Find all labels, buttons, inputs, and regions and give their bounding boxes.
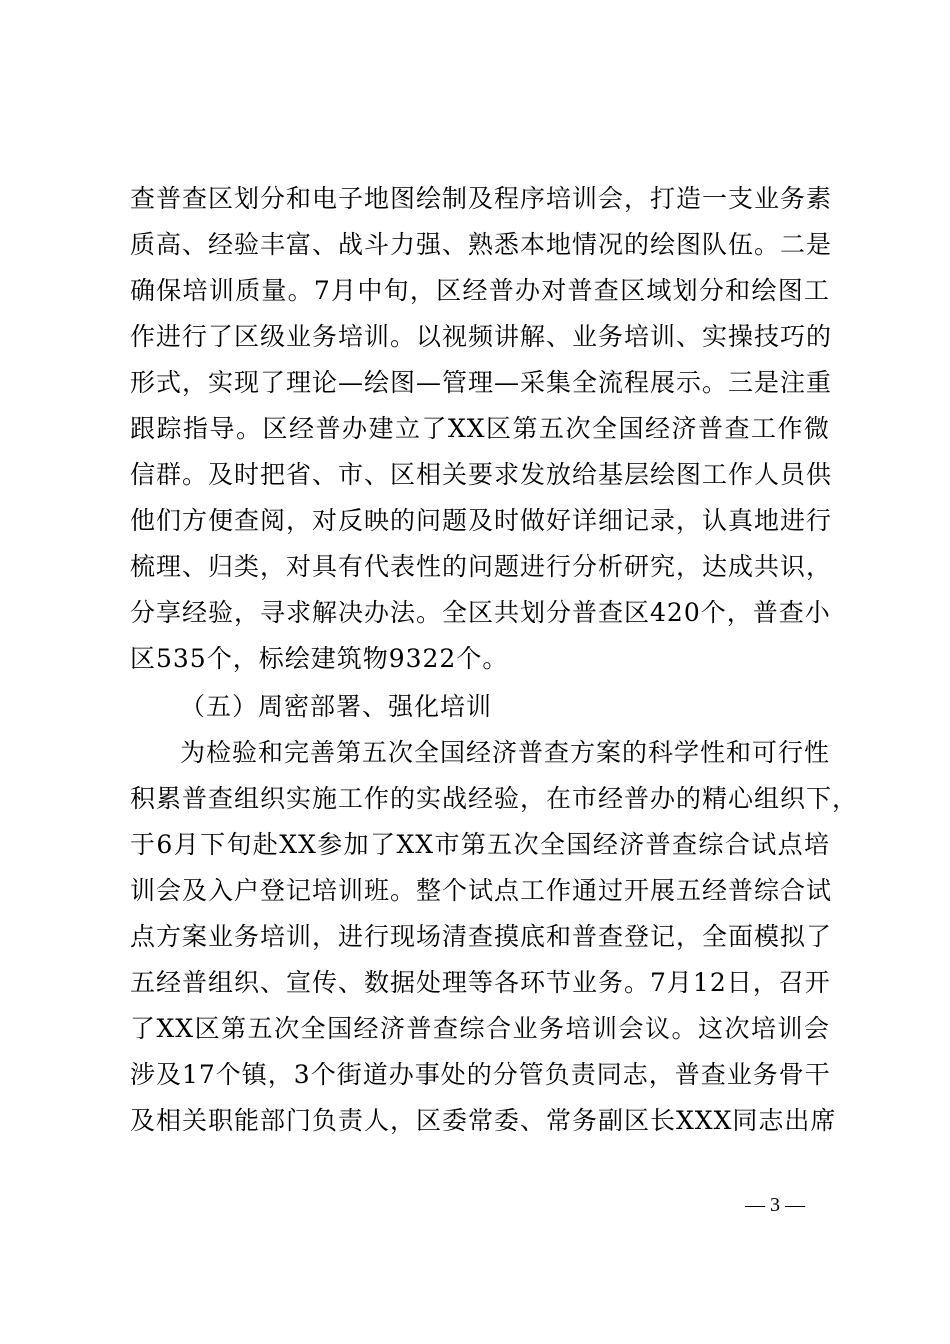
body-line: 涉及17个镇，3个街道办事处的分管负责同志，普查业务骨干 xyxy=(130,1060,831,1089)
body-line: 他们方便查阅，对反映的问题及时做好详细记录，认真地进行 xyxy=(130,506,833,535)
body-line: 梳理、归类，对具有代表性的问题进行分析研究，达成共识， xyxy=(130,552,833,581)
body-line: 确保培训质量。7月中旬，区经普办对普查区域划分和绘图工 xyxy=(130,276,830,305)
body-line: 作进行了区级业务培训。以视频讲解、业务培训、实操技巧的 xyxy=(130,322,833,351)
body-line: 信群。及时把省、市、区相关要求发放给基层绘图工作人员供 xyxy=(130,460,833,489)
body-line: 为检验和完善第五次全国经济普查方案的科学性和可行性 xyxy=(180,738,831,767)
body-line: 形式，实现了理论—绘图—管理—采集全流程展示。三是注重 xyxy=(130,368,833,397)
body-line: 积累普查组织实施工作的实战经验，在市经普办的精心组织下， xyxy=(130,784,859,813)
body-line: 了XX区第五次全国经济普查综合业务培训会议。这次培训会 xyxy=(130,1014,830,1043)
body-line: 质高、经验丰富、战斗力强、熟悉本地情况的绘图队伍。二是 xyxy=(130,230,833,259)
body-line: 区535个，标绘建筑物9322个。 xyxy=(130,644,509,673)
body-line: 于6月下旬赴XX参加了XX市第五次全国经济普查综合试点培 xyxy=(130,830,830,859)
body-line: 点方案业务培训，进行现场清查摸底和普查登记，全面模拟了 xyxy=(130,922,833,951)
body-line: 跟踪指导。区经普办建立了XX区第五次全国经济普查工作微 xyxy=(130,414,830,443)
body-line: 训会及入户登记培训班。整个试点工作通过开展五经普综合试 xyxy=(130,876,833,905)
body-line: 分享经验，寻求解决办法。全区共划分普查区420个，普查小 xyxy=(130,598,831,627)
body-line: 查普查区划分和电子地图绘制及程序培训会，打造一支业务素 xyxy=(130,184,833,213)
body-line: 及相关职能部门负责人，区委常委、常务副区长XXX同志出席 xyxy=(130,1106,837,1135)
body-line: 五经普组织、宣传、数据处理等各环节业务。7月12日，召开 xyxy=(130,968,831,997)
section-heading: （五）周密部署、强化培训 xyxy=(180,692,493,721)
page-number: — 3 — xyxy=(745,1194,805,1216)
